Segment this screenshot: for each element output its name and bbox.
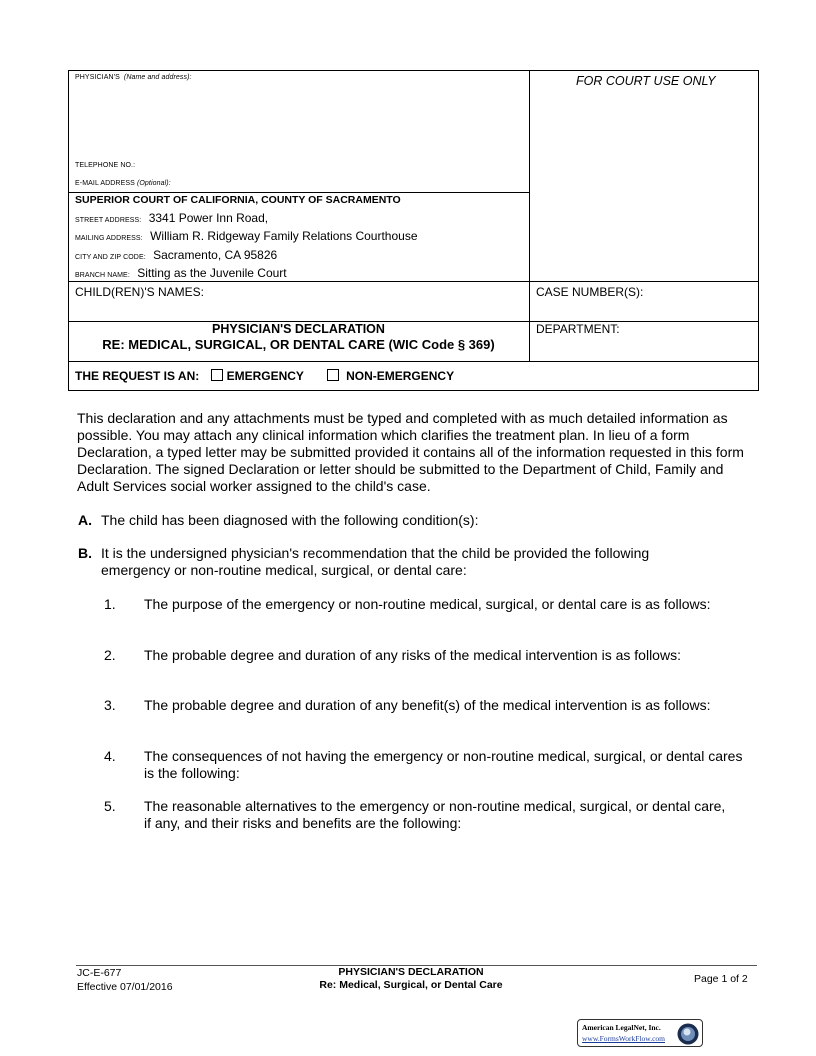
item-5-text: The reasonable alternatives to the emergency or non-routine medical, surgical, or dental care, if any, and their risks and benefits are the following: (144, 798, 726, 831)
city-value: Sacramento, CA 95826 (153, 248, 278, 262)
item-3-text: The probable degree and duration of any benefit(s) of the medical intervention is as follows: (144, 697, 711, 713)
item-3-number: 3. (104, 697, 116, 713)
footer-page: Page 1 of 2 (694, 973, 748, 985)
divider-children (68, 281, 759, 282)
physician-label-text: PHYSICIAN'S (75, 74, 120, 81)
street-address-row (75, 211, 268, 225)
item-5-number: 5. (104, 798, 116, 814)
item-4-number: 4. (104, 748, 116, 764)
city-label: CITY AND ZIP CODE: (75, 254, 146, 261)
court-use-label: FOR COURT USE ONLY (576, 74, 716, 88)
branch-value: Sitting as the Juvenile Court (137, 266, 287, 280)
footer-form-id: JC-E-677 (77, 967, 122, 979)
header-divider-vertical (529, 70, 530, 361)
emergency-option[interactable] (211, 369, 307, 383)
form-title-line1: PHYSICIAN'S DECLARATION (212, 322, 385, 336)
nonemergency-checkbox[interactable] (327, 369, 339, 381)
section-b-text: It is the undersigned physician's recommendation that the child be provided the following emergency or non-routine medical, surgical, or dental care: (101, 545, 650, 578)
emergency-label: EMERGENCY (226, 369, 304, 383)
request-row (75, 369, 454, 383)
branch-label: BRANCH NAME: (75, 272, 130, 279)
item-1-text: The purpose of the emergency or non-routine medical, surgical, or dental care is as follows: (144, 596, 711, 612)
telephone-label: TELEPHONE NO.: (75, 162, 136, 169)
children-names-label: CHILD(REN)'S NAMES: (75, 285, 204, 299)
city-zip-row (75, 248, 277, 262)
street-label: STREET ADDRESS: (75, 217, 142, 224)
footer-title-line1: PHYSICIAN'S DECLARATION (338, 966, 484, 978)
divider-request (68, 361, 759, 362)
physician-label (75, 74, 192, 81)
globe-icon (676, 1022, 700, 1046)
mailing-label: MAILING ADDRESS: (75, 235, 143, 242)
street-value: 3341 Power Inn Road, (148, 211, 269, 225)
request-label: THE REQUEST IS AN: (75, 369, 200, 383)
email-label-text: E-MAIL ADDRESS (75, 180, 135, 187)
divider-court (68, 192, 529, 193)
physician-label-sub: (Name and address): (123, 74, 192, 81)
intro-paragraph: This declaration and any attachments must be typed and completed with as much detailed information as possible. You may attach any clinical information which clarifies the treatment plan. In lieu of a form Declaration, a typed letter may be submitted provided it contains all of the information requested in this form Declaration. The signed Declaration or letter should be submitted to the Department of Child, Family and Adult Services social worker assigned to the child's case. (77, 410, 744, 494)
emergency-checkbox[interactable] (211, 369, 223, 381)
email-label-sub: (Optional): (136, 180, 171, 187)
case-number-label: CASE NUMBER(S): (536, 285, 644, 299)
item-1-number: 1. (104, 596, 116, 612)
section-a-text: The child has been diagnosed with the following condition(s): (101, 512, 479, 528)
logo-line1: American LegalNet, Inc. (582, 1023, 661, 1032)
item-2-number: 2. (104, 647, 116, 663)
item-4-text: The consequences of not having the emergency or non-routine medical, surgical, or dental cares is the following: (144, 748, 743, 781)
court-name: SUPERIOR COURT OF CALIFORNIA, COUNTY OF SACRAMENTO (75, 194, 401, 206)
form-title-line2: RE: MEDICAL, SURGICAL, OR DENTAL CARE (WIC Code § 369) (102, 337, 495, 352)
section-b-letter: B. (78, 545, 92, 561)
legalnet-logo[interactable] (577, 1019, 703, 1047)
footer-title-line2: Re: Medical, Surgical, or Dental Care (319, 979, 503, 991)
form-title (68, 321, 529, 353)
branch-row (75, 266, 287, 280)
email-label (75, 180, 171, 187)
nonemergency-label: NON-EMERGENCY (346, 369, 455, 383)
footer-title (300, 966, 522, 991)
section-a-letter: A. (78, 512, 92, 528)
department-label: DEPARTMENT: (536, 322, 620, 336)
item-2-text: The probable degree and duration of any risks of the medical intervention is as follows: (144, 647, 681, 663)
logo-line2[interactable]: www.FormsWorkFlow.com (582, 1034, 666, 1043)
footer-effective: Effective 07/01/2016 (77, 981, 173, 993)
mailing-address-row (75, 229, 418, 243)
nonemergency-option[interactable] (327, 369, 454, 383)
mailing-value: William R. Ridgeway Family Relations Courthouse (150, 229, 418, 243)
